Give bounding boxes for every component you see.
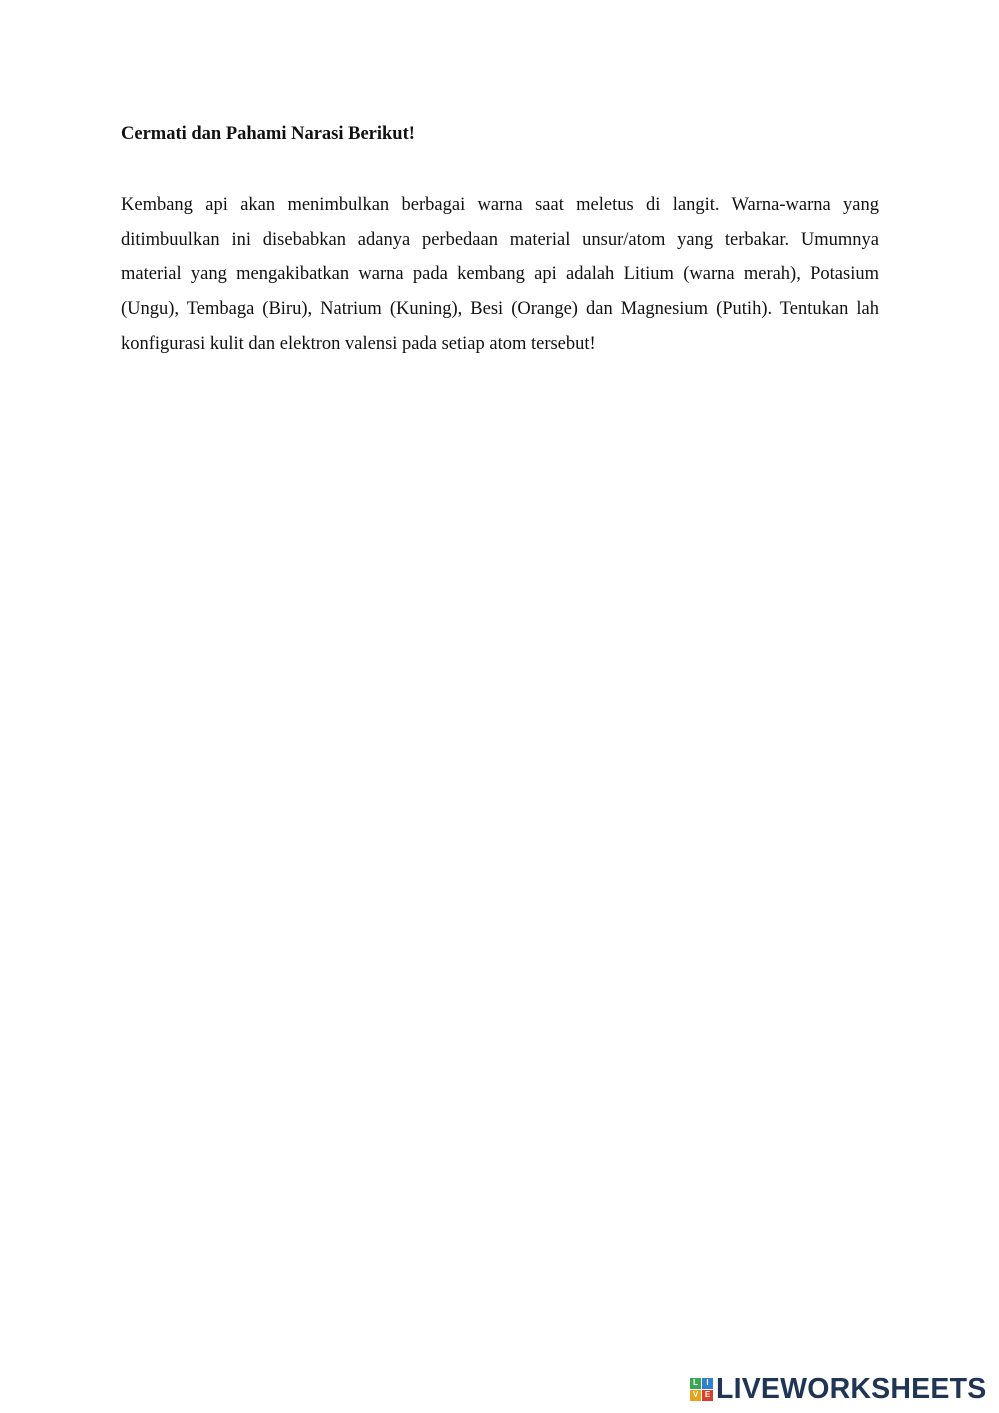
logo-letter-e: E: [702, 1390, 713, 1401]
instruction-heading: Cermati dan Pahami Narasi Berikut!: [121, 124, 415, 144]
logo-letter-l: L: [690, 1378, 701, 1389]
liveworksheets-logo-icon: [690, 1378, 713, 1401]
liveworksheets-logo: [690, 1373, 986, 1405]
logo-letter-v: V: [690, 1390, 701, 1401]
logo-wordmark: LIVEWORKSHEETS: [716, 1373, 987, 1405]
logo-letter-i: I: [702, 1378, 713, 1389]
narrative-paragraph: Kembang api akan menimbulkan berbagai warna saat meletus di langit. Warna-warna yang ditimbuulkan ini disebabkan adanya perbedaan material unsur/atom yang terbakar. Umumnya material yang mengakibatkan warna pada kembang api adalah Litium (warna merah), Potasium (Ungu), Tembaga (Biru), Natrium (Kuning), Besi (Orange) dan Magnesium (Putih). Tentukan lah konfigurasi kulit dan elektron valensi pada setiap atom tersebut!: [121, 195, 879, 354]
